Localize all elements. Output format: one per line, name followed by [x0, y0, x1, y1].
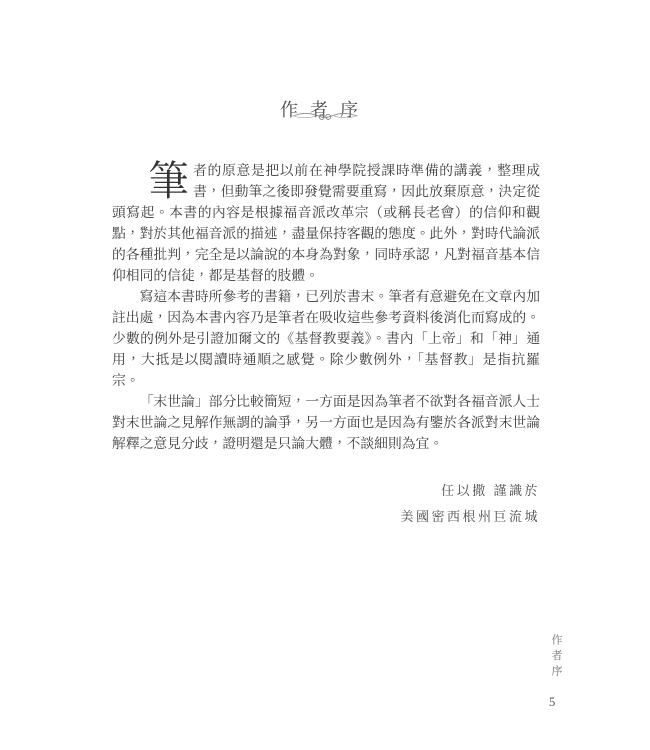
preface-paragraph-3: 「末世論」部分比較簡短，一方面是因為筆者不欲對各福音派人士對末世論之見解作無謂的論爭，另一方面也是因為有鑒於各派對末世論解釋之意見分歧，證明還是只論大體，不談細則為宜。: [112, 394, 540, 451]
dropcap-character: 筆: [148, 158, 189, 204]
signature-location-line: 美國密西根州巨流城: [400, 508, 540, 524]
page-title: 作者序: [280, 100, 370, 121]
preface-body: [112, 160, 540, 454]
page-number: 5: [549, 695, 556, 709]
preface-paragraph-1-text: 者的原意是把以前在神學院授課時準備的講義，整理成書，但動筆之後即發覺需要重寫，因此放棄原意，決定從頭寫起。本書的內容是根據福音派改革宗（或稱長老會）的信仰和觀點，對於其他福音派的描述，盡量保持客觀的態度。此外，對時代論派的各種批判，完全是以論說的本身為對象，同時承認，凡對福音基本信仰相同的信徒，都是基督的肢體。: [112, 163, 540, 283]
preface-paragraph-1: [112, 160, 540, 286]
running-title: 作者序: [550, 634, 562, 681]
signature-author-line: 任以撒 謹識於: [441, 483, 540, 498]
preface-paragraph-2: 寫這本書時所參考的書籍，已列於書末。筆者有意避免在文章內加註出處，因為本書內容乃是筆者在吸收這些參考資料後消化而寫成的。少數的例外是引證加爾文的《基督教要義》。書內「上帝」和「神」通用，大抵是以閱讀時通順之感覺。除少數例外，「基督教」是指抗羅宗。: [112, 289, 540, 388]
title-divider: [0, 108, 650, 129]
flourish-ornament-icon: [292, 108, 358, 124]
author-signature: [400, 478, 540, 529]
